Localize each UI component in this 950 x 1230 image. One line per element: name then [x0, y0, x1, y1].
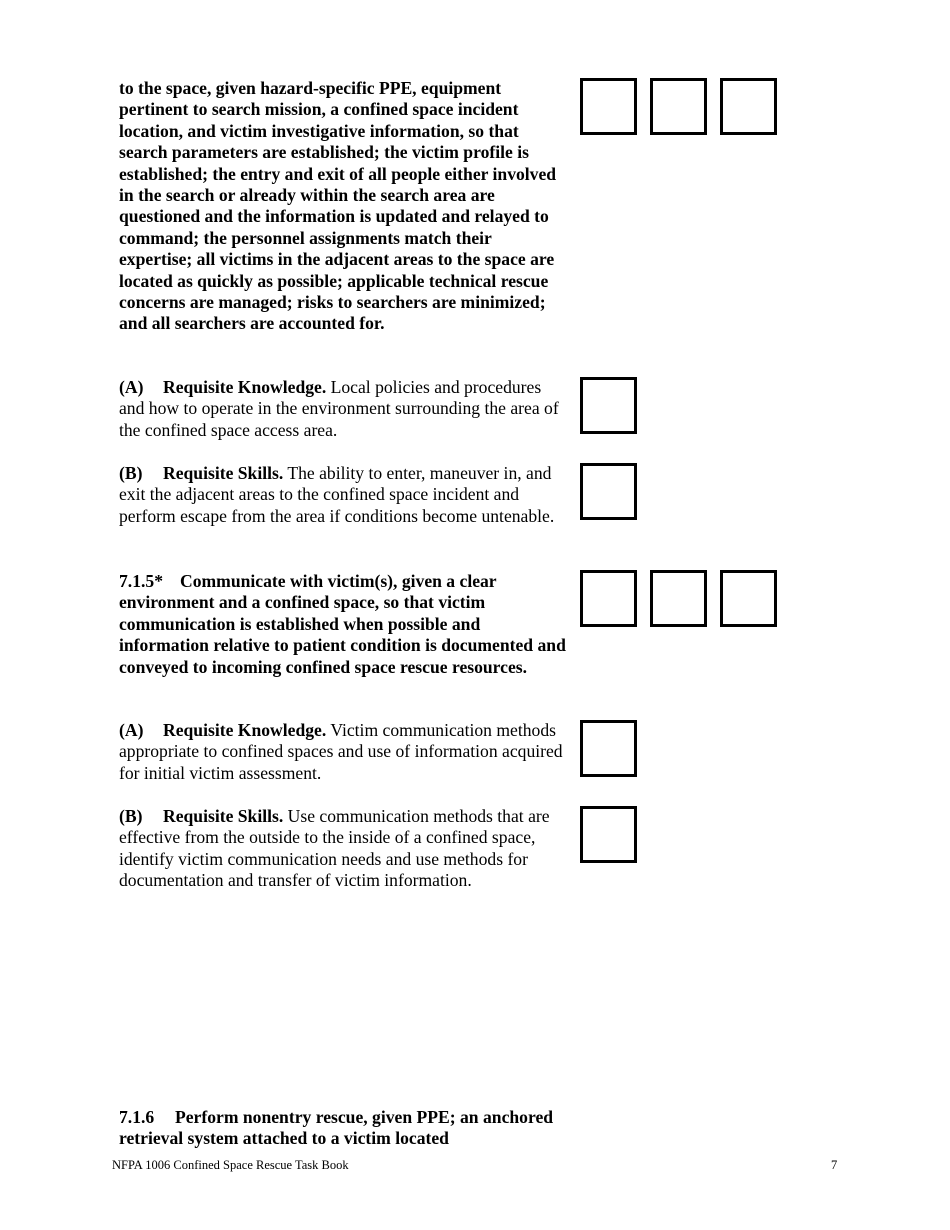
footer-title: NFPA 1006 Confined Space Rescue Task Book: [112, 1158, 349, 1172]
signoff-checkbox-715-3[interactable]: [720, 570, 777, 627]
footer-page-number: 7: [831, 1158, 838, 1172]
item-714-a-text: Local policies and procedures and how to operate in the environment surrounding the area of the confined space access area.: [119, 377, 559, 440]
item-715-a: [119, 720, 569, 784]
signoff-checkbox-714-a[interactable]: [580, 377, 637, 434]
item-715-b-heading: Requisite Skills.: [163, 806, 284, 826]
item-714-a: [119, 377, 569, 441]
signoff-checkbox-714-3[interactable]: [720, 78, 777, 135]
section-714-continuation-text: to the space, given hazard-specific PPE, equipment pertinent to search mission, a confined space incident location, and victim investigative information, so that search parameters are established; the victim profile is established; the entry and exit of all people either involved in the search or already within the search area are questioned and the information is updated and relayed to command; the personnel assignments match their expertise; all victims in the adjacent areas to the space are located as quickly as possible; applicable technical rescue concerns are managed; risks to searchers are minimized; and all searchers are accounted for.: [119, 78, 557, 334]
item-715-a-marker: (A): [119, 720, 144, 740]
signoff-checkbox-715-2[interactable]: [650, 570, 707, 627]
item-714-b-marker: (B): [119, 463, 143, 483]
section-716: [119, 1107, 559, 1150]
item-714-b: [119, 463, 569, 527]
section-715-text: Communicate with victim(s), given a clear environment and a confined space, so that victim communication is established when possible and information relative to patient condition is documented and conveyed to incoming confined space rescue resources.: [119, 571, 566, 677]
signoff-checkbox-714-2[interactable]: [650, 78, 707, 135]
section-715: [119, 571, 569, 678]
signoff-checkbox-714-1[interactable]: [580, 78, 637, 135]
item-715-b: [119, 806, 569, 892]
item-715-a-text: Victim communication methods appropriate to confined spaces and use of information acquired for initial victim assessment.: [119, 720, 563, 783]
section-716-number: 7.1.6: [119, 1107, 155, 1127]
section-716-text: Perform nonentry rescue, given PPE; an anchored retrieval system attached to a victim located: [119, 1107, 554, 1149]
section-715-number: 7.1.5*: [119, 571, 163, 591]
signoff-checkbox-715-a[interactable]: [580, 720, 637, 777]
item-714-a-marker: (A): [119, 377, 144, 397]
item-715-a-heading: Requisite Knowledge.: [163, 720, 327, 740]
signoff-checkbox-715-b[interactable]: [580, 806, 637, 863]
signoff-checkbox-715-1[interactable]: [580, 570, 637, 627]
item-714-b-text: The ability to enter, maneuver in, and exit the adjacent areas to the confined space incident and perform escape from the area if conditions become untenable.: [119, 463, 555, 526]
item-714-a-heading: Requisite Knowledge.: [163, 377, 327, 397]
item-714-b-heading: Requisite Skills.: [163, 463, 284, 483]
signoff-checkbox-714-b[interactable]: [580, 463, 637, 520]
item-715-b-marker: (B): [119, 806, 143, 826]
item-715-b-text: Use communication methods that are effective from the outside to the inside of a confined space, identify victim communication needs and use methods for documentation and transfer of victim information.: [119, 806, 550, 891]
